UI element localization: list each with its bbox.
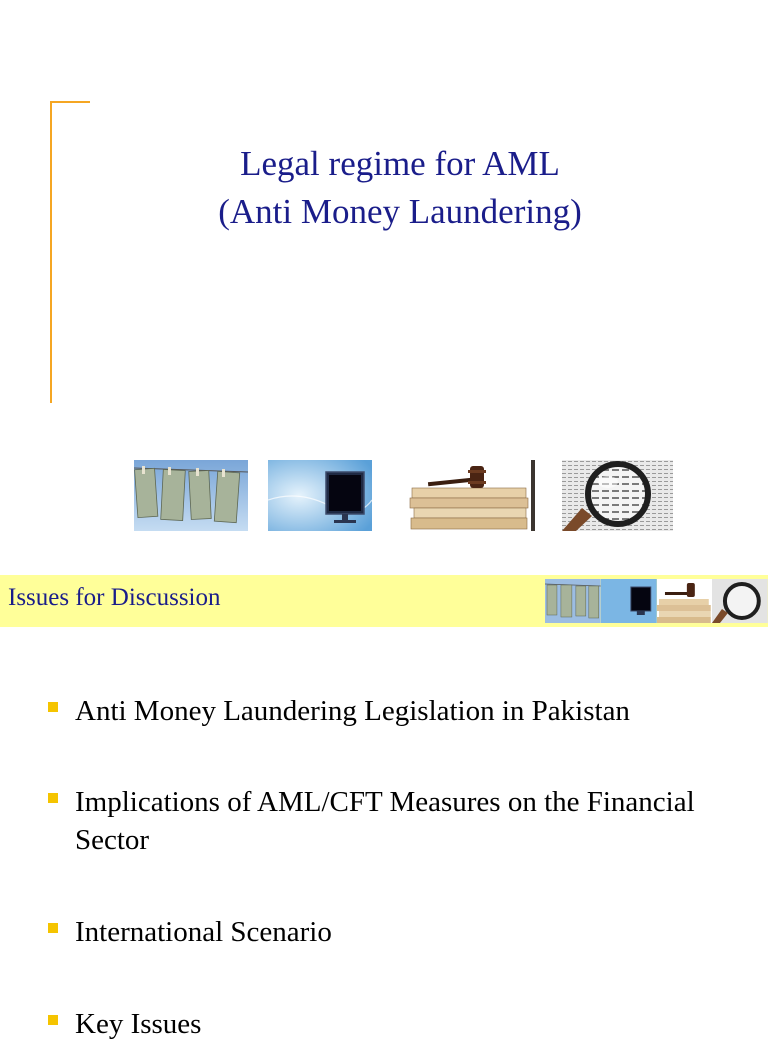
corner-bracket-horizontal: [50, 101, 90, 103]
list-item-text: Implications of AML/CFT Measures on the Financial Sector: [75, 786, 695, 856]
bullet-marker-icon: [48, 793, 58, 803]
list-item-text: Anti Money Laundering Legislation in Pakistan: [75, 695, 630, 727]
bullet-marker-icon: [48, 702, 58, 712]
header-title: Issues for Discussion: [8, 584, 221, 611]
bullet-marker-icon: [48, 923, 58, 933]
issues-slide: [0, 562, 768, 1040]
corner-bracket-vertical: [50, 101, 52, 403]
computer-monitor-image: [268, 460, 372, 531]
slide-title: [100, 140, 700, 236]
title-line-2: (Anti Money Laundering): [218, 192, 582, 231]
list-item-text: Key Issues: [75, 1008, 202, 1040]
magnifying-glass-image: [562, 460, 673, 531]
bullet-list: [0, 562, 768, 1040]
title-line-1: Legal regime for AML: [240, 144, 560, 183]
money-clothesline-image: [134, 460, 248, 531]
list-item-text: International Scenario: [75, 916, 332, 948]
gavel-on-books-image: [408, 460, 535, 531]
